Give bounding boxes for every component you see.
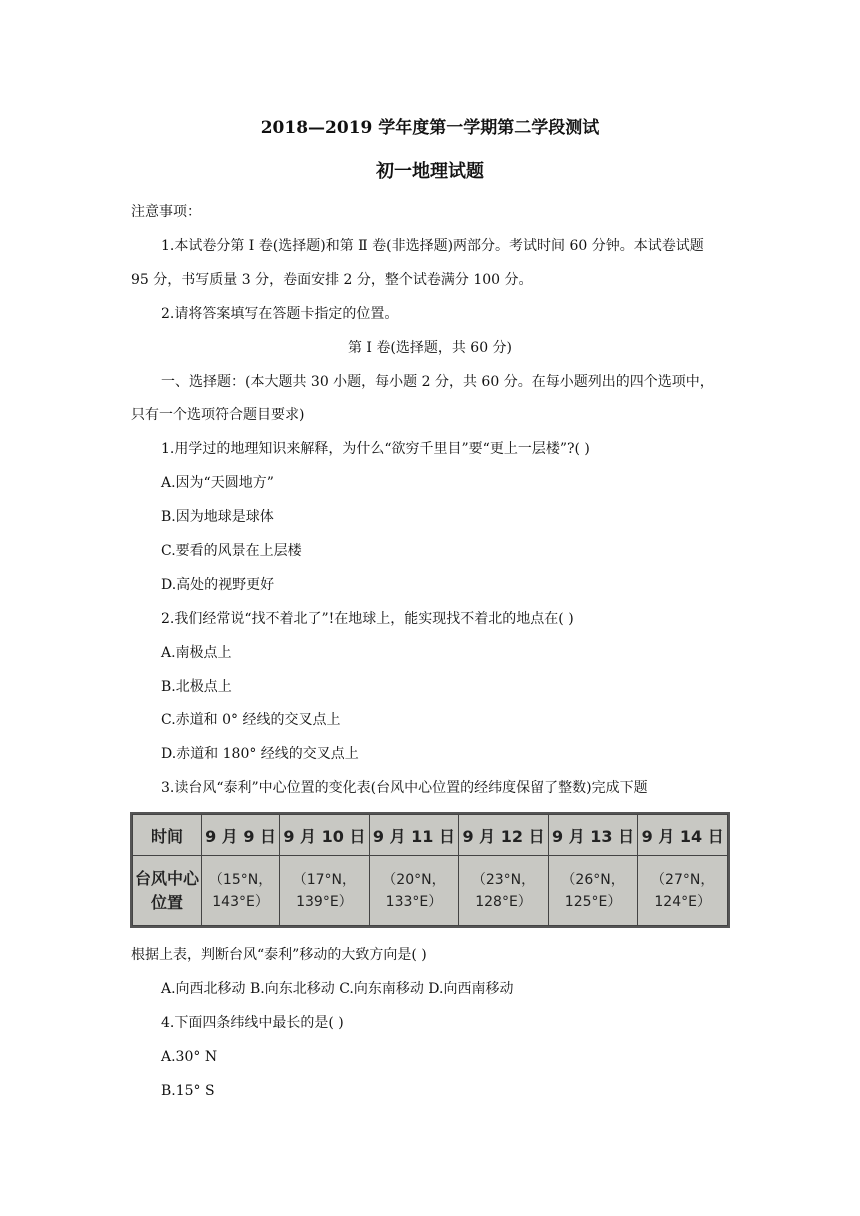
question-2-option-d: D.赤道和 180° 经线的交叉点上 — [161, 746, 359, 762]
question-3-stem: 3.读台风“泰利”中心位置的变化表(台风中心位置的经纬度保留了整数)完成下题 — [161, 780, 648, 796]
table-row-dates — [133, 815, 728, 856]
section-title: 第 I 卷(选择题，共 60 分) — [347, 340, 513, 356]
table-cell-position: （26°N， 125°E） — [548, 856, 638, 926]
exam-subtitle: 初一地理试题 — [376, 161, 484, 182]
section-instruction-line-2: 只有一个选项符合题目要求) — [131, 407, 305, 423]
exam-title: 2018—2019 学年度第一学期第二学段测试 — [260, 118, 600, 138]
question-4-option-b: B.15° S — [161, 1083, 215, 1099]
table-cell-position: （27°N， 124°E） — [638, 856, 728, 926]
table-cell-date: 9 月 9 日 — [202, 815, 280, 856]
table-cell-date: 9 月 13 日 — [548, 815, 638, 856]
question-1-option-a: A.因为“天圆地方” — [161, 475, 274, 491]
table-cell-date: 9 月 12 日 — [459, 815, 549, 856]
table-cell-position: （15°N， 143°E） — [202, 856, 280, 926]
question-1-option-d: D.高处的视野更好 — [161, 577, 275, 593]
notice-item-1-line-2: 95 分，书写质量 3 分，卷面安排 2 分，整个试卷满分 100 分。 — [131, 272, 533, 288]
question-2-option-a: A.南极点上 — [161, 645, 232, 661]
question-2-stem: 2.我们经常说“找不着北了”!在地球上，能实现找不着北的地点在( ) — [161, 611, 574, 627]
notice-item-2: 2.请将答案填写在答题卡指定的位置。 — [161, 306, 399, 322]
notice-item-1-line-1: 1.本试卷分第 I 卷(选择题)和第 Ⅱ 卷(非选择题)两部分。考试时间 60 分钟。本试卷试题 — [161, 238, 704, 254]
table-cell-date: 9 月 11 日 — [369, 815, 459, 856]
table-cell-position: （23°N， 128°E） — [459, 856, 549, 926]
question-4-stem: 4.下面四条纬线中最长的是( ) — [161, 1015, 344, 1031]
notice-heading: 注意事项： — [131, 204, 201, 220]
section-instruction-line-1: 一、选择题：(本大题共 30 小题，每小题 2 分，共 60 分。在每小题列出的四个选项中， — [161, 374, 714, 390]
table-header-time: 时间 — [133, 815, 202, 856]
question-1-option-c: C.要看的风景在上层楼 — [161, 543, 302, 559]
question-1-option-b: B.因为地球是球体 — [161, 509, 274, 525]
question-2-option-b: B.北极点上 — [161, 679, 232, 695]
table-cell-date: 9 月 10 日 — [280, 815, 370, 856]
table-cell-date: 9 月 14 日 — [638, 815, 728, 856]
question-3-follow-up: 根据上表，判断台风“泰利”移动的大致方向是( ) — [131, 947, 427, 963]
table-cell-position: （20°N， 133°E） — [369, 856, 459, 926]
question-3-options: A.向西北移动 B.向东北移动 C.向东南移动 D.向西南移动 — [161, 981, 514, 997]
table-row-positions — [133, 856, 728, 926]
table-cell-position: （17°N， 139°E） — [280, 856, 370, 926]
question-1-stem: 1.用学过的地理知识来解释，为什么“欲穷千里目”要“更上一层楼”?( ) — [161, 441, 590, 457]
typhoon-position-table — [130, 812, 730, 928]
question-2-option-c: C.赤道和 0° 经线的交叉点上 — [161, 712, 341, 728]
table-header-position: 台风中心位置 — [133, 856, 202, 926]
question-4-option-a: A.30° N — [161, 1049, 218, 1065]
